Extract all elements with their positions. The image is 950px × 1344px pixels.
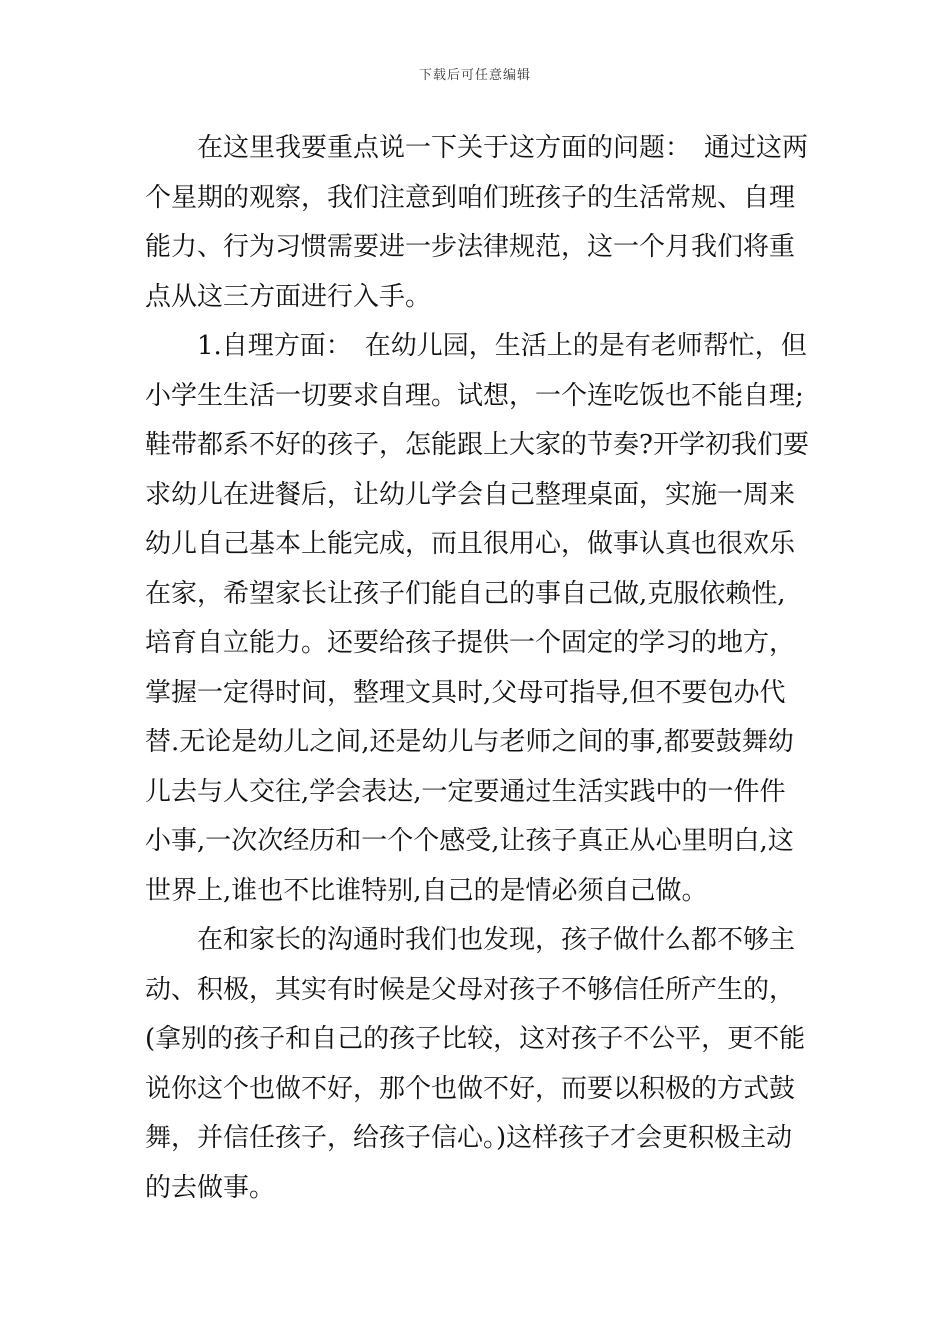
- text-line: 个星期的观察，我们注意到咱们班孩子的生活常规、自理: [145, 182, 796, 213]
- text-line: 幼儿自己基本上能完成，而且很用心，做事认真也很欢乐: [145, 529, 796, 559]
- text-line: 世界上,谁也不比谁特别,自己的是情必须自己做。: [145, 875, 708, 906]
- paragraph: [145, 322, 810, 916]
- text-line: 动、积极，其实有时候是父母对孩子不够信任所产生的，: [145, 974, 796, 1005]
- text-line: 舞，并信任孩子，给孩子信心。)这样孩子才会更积极主动: [145, 1123, 793, 1153]
- text-line: 在和家长的沟通时我们也发现，孩子做什么都不够主: [145, 925, 796, 955]
- text-line: 说你这个也做不好，那个也做不好，而要以积极的方式鼓: [145, 1073, 796, 1104]
- text-line: 在家，希望家长让孩子们能自己的事自己做,克服依赖性,: [145, 578, 786, 609]
- paragraph: [145, 916, 810, 1213]
- paragraph: [145, 124, 810, 322]
- text-line: 小学生生活一切要求自理。试想，一个连吃饭也不能自理;: [145, 380, 804, 411]
- text-line: 鞋带都系不好的孩子，怎能跟上大家的节奏?开学初我们要: [145, 430, 809, 460]
- text-line: 求幼儿在进餐后，让幼儿学会自己整理桌面，实施一周来: [145, 479, 796, 510]
- text-line: 培育自立能力。还要给孩子提供一个固定的学习的地方，: [145, 628, 796, 658]
- text-line: 在这里我要重点说一下关于这方面的问题： 通过这两: [145, 133, 809, 163]
- text-line: 替.无论是幼儿之间,还是幼儿与老师之间的事,都要鼓舞幼: [145, 727, 794, 757]
- text-line: (拿别的孩子和自己的孩子比较，这对孩子不公平，更不能: [145, 1024, 806, 1054]
- text-line: 点从这三方面进行入手。: [145, 281, 432, 312]
- text-line: 1.自理方面： 在幼儿园，生活上的是有老师帮忙，但: [145, 331, 807, 361]
- text-line: 小事,一次次经历和一个个感受,让孩子真正从心里明白,这: [145, 826, 794, 856]
- text-line: 儿去与人交往,学会表达,一定要通过生活实践中的一件件: [145, 776, 786, 807]
- text-line: 能力、行为习惯需要进一步法律规范，这一个月我们将重: [145, 232, 796, 262]
- page-header: 下载后可任意编辑: [418, 68, 531, 83]
- document-body: [145, 124, 810, 1213]
- text-line: 掌握一定得时间，整理文具时,父母可指导,但不要包办代: [145, 677, 786, 708]
- text-line: 的去做事。: [145, 1172, 276, 1203]
